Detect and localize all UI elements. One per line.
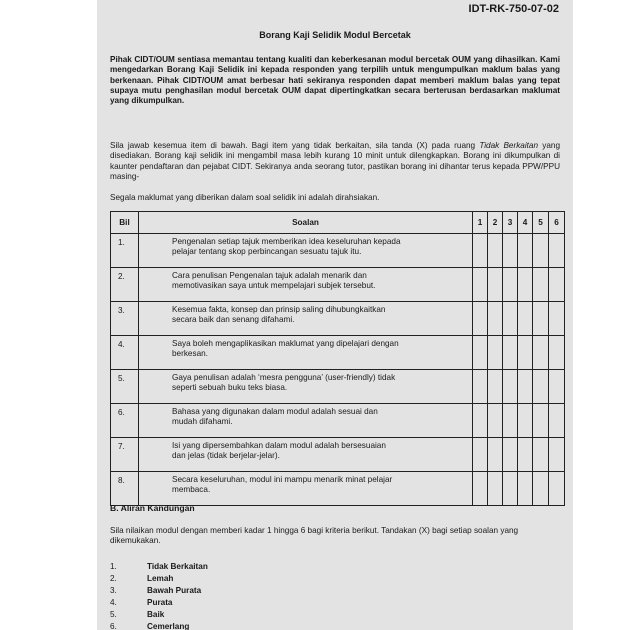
question-line-1: Kesemua fakta, konsep dan prinsip saling dihubungkaitkan xyxy=(172,305,386,314)
question-text xyxy=(139,268,473,302)
question-line-2: membaca. xyxy=(172,485,211,494)
question-text xyxy=(139,336,473,370)
section-b-heading: B. Aliran Kandungan xyxy=(110,503,195,513)
rating-cell-1[interactable] xyxy=(473,234,488,268)
instructions-text-italic: Tidak Berkaitan xyxy=(479,141,539,150)
header-scale-2: 2 xyxy=(488,212,503,234)
row-number: 6. xyxy=(111,404,139,438)
question-line-2: memotivasikan saya untuk mempelajari subjek tersebut. xyxy=(172,281,376,290)
header-soalan: Soalan xyxy=(139,212,473,234)
row-number: 1. xyxy=(111,234,139,268)
table-row xyxy=(111,438,565,472)
header-scale-1: 1 xyxy=(473,212,488,234)
row-number: 2. xyxy=(111,268,139,302)
scale-label: Baik xyxy=(147,610,165,619)
question-text xyxy=(139,404,473,438)
rating-cell-4[interactable] xyxy=(518,472,533,506)
row-number: 8. xyxy=(111,472,139,506)
scale-number: 3. xyxy=(110,586,117,595)
rating-cell-1[interactable] xyxy=(473,268,488,302)
scale-label: Cemerlang xyxy=(147,622,190,630)
table-row xyxy=(111,336,565,370)
rating-cell-2[interactable] xyxy=(488,302,503,336)
rating-cell-2[interactable] xyxy=(488,268,503,302)
rating-cell-1[interactable] xyxy=(473,336,488,370)
scale-item xyxy=(110,609,208,621)
question-line-2: pelajar tentang skop perbincangan sesuatu tajuk itu. xyxy=(172,247,362,256)
document-id: IDT-RK-750-07-02 xyxy=(468,3,559,15)
question-text xyxy=(139,302,473,336)
instructions-text-start: Sila jawab kesemua item di bawah. Bagi item yang tidak berkaitan, sila tanda (X) pada ruang xyxy=(110,141,480,150)
header-scale-6: 6 xyxy=(549,212,565,234)
table-body xyxy=(111,234,565,506)
row-number: 4. xyxy=(111,336,139,370)
rating-cell-1[interactable] xyxy=(473,404,488,438)
rating-cell-5[interactable] xyxy=(533,268,549,302)
rating-cell-4[interactable] xyxy=(518,438,533,472)
question-text xyxy=(139,234,473,268)
question-line-1: Saya boleh mengaplikasikan maklumat yang dipelajari dengan xyxy=(172,339,399,348)
question-line-1: Secara keseluruhan, modul ini mampu menarik minat pelajar xyxy=(172,475,393,484)
rating-cell-6[interactable] xyxy=(549,336,565,370)
row-number: 7. xyxy=(111,438,139,472)
table-row xyxy=(111,268,565,302)
rating-cell-5[interactable] xyxy=(533,234,549,268)
header-bil: Bil xyxy=(111,212,139,234)
question-line-2: dan jelas (tidak berjelar-jelar). xyxy=(172,451,280,460)
rating-cell-2[interactable] xyxy=(488,472,503,506)
rating-cell-1[interactable] xyxy=(473,472,488,506)
rating-cell-6[interactable] xyxy=(549,438,565,472)
table-row xyxy=(111,472,565,506)
rating-cell-5[interactable] xyxy=(533,472,549,506)
table-row xyxy=(111,404,565,438)
scale-number: 2. xyxy=(110,574,117,583)
header-scale-4: 4 xyxy=(518,212,533,234)
document-page xyxy=(97,0,573,630)
scale-item xyxy=(110,561,208,573)
scale-number: 6. xyxy=(110,622,117,630)
row-number: 3. xyxy=(111,302,139,336)
question-line-1: Bahasa yang digunakan dalam modul adalah sesuai dan xyxy=(172,407,378,416)
rating-cell-3[interactable] xyxy=(503,302,518,336)
question-text xyxy=(139,472,473,506)
rating-cell-4[interactable] xyxy=(518,234,533,268)
header-scale-5: 5 xyxy=(533,212,549,234)
rating-cell-5[interactable] xyxy=(533,336,549,370)
rating-cell-3[interactable] xyxy=(503,234,518,268)
rating-cell-5[interactable] xyxy=(533,404,549,438)
rating-cell-1[interactable] xyxy=(473,302,488,336)
rating-cell-6[interactable] xyxy=(549,472,565,506)
question-line-2: seperti sebuah buku teks biasa. xyxy=(172,383,288,392)
table-row xyxy=(111,302,565,336)
scale-number: 5. xyxy=(110,610,117,619)
rating-cell-4[interactable] xyxy=(518,404,533,438)
scale-number: 4. xyxy=(110,598,117,607)
scale-item xyxy=(110,621,208,630)
rating-cell-4[interactable] xyxy=(518,336,533,370)
rating-cell-3[interactable] xyxy=(503,370,518,404)
section-b-instruction: Sila nilaikan modul dengan memberi kadar 1 hingga 6 bagi kriteria berikut. Tandakan (X) bagi setiap soalan yang dikemukakan. xyxy=(110,526,519,546)
table-row xyxy=(111,234,565,268)
scale-item xyxy=(110,597,208,609)
header-scale-3: 3 xyxy=(503,212,518,234)
row-number: 5. xyxy=(111,370,139,404)
rating-cell-2[interactable] xyxy=(488,370,503,404)
scale-item xyxy=(110,585,208,597)
rating-cell-5[interactable] xyxy=(533,438,549,472)
rating-cell-2[interactable] xyxy=(488,234,503,268)
question-line-2: berkesan. xyxy=(172,349,208,358)
rating-cell-6[interactable] xyxy=(549,234,565,268)
rating-cell-1[interactable] xyxy=(473,370,488,404)
question-line-2: mudah difahami. xyxy=(172,417,233,426)
instructions-text-end: yang disediakan. Borang kaji selidik ini mengambil masa lebih kurang 10 minit untuk dilengkapkan. Borang ini dikumpulkan di kaunter pendaftaran dan pejabat CIDT. Sekiranya anda seorang tutor, pastikan borang ini dihantar terus kepada PPW/PPU masing- xyxy=(110,141,560,181)
question-line-1: Cara penulisan Pengenalan tajuk adalah menarik dan xyxy=(172,271,367,280)
rating-cell-3[interactable] xyxy=(503,472,518,506)
rating-cell-3[interactable] xyxy=(503,268,518,302)
scale-label: Bawah Purata xyxy=(147,586,202,595)
rating-scale-list xyxy=(110,561,208,630)
scale-label: Lemah xyxy=(147,574,174,583)
scale-label: Tidak Berkaitan xyxy=(147,562,208,571)
form-title: Borang Kaji Selidik Modul Bercetak xyxy=(259,30,411,40)
rating-cell-4[interactable] xyxy=(518,302,533,336)
question-line-1: Isi yang dipersembahkan dalam modul adalah bersesuaian xyxy=(172,441,386,450)
rating-cell-5[interactable] xyxy=(533,302,549,336)
table-row xyxy=(111,370,565,404)
rating-cell-1[interactable] xyxy=(473,438,488,472)
rating-cell-3[interactable] xyxy=(503,404,518,438)
rating-cell-5[interactable] xyxy=(533,370,549,404)
scale-item xyxy=(110,573,208,585)
confidentiality-note: Segala maklumat yang diberikan dalam soal selidik ini adalah dirahsiakan. xyxy=(110,193,380,202)
rating-cell-2[interactable] xyxy=(488,404,503,438)
question-text xyxy=(139,370,473,404)
rating-cell-6[interactable] xyxy=(549,370,565,404)
scale-label: Purata xyxy=(147,598,173,607)
rating-cell-6[interactable] xyxy=(549,302,565,336)
intro-paragraph: Pihak CIDT/OUM sentiasa memantau tentang kualiti dan keberkesanan modul bercetak OUM yang dihasilkan. Kami mengedarkan Borang Kaji Selidik ini kepada responden yang terpilih untuk mengumpulkan maklum balas yang berkenaan. Pihak CIDT/OUM amat berbesar hati sekiranya responden dapat memberi maklum balas yang tepat supaya mutu penghasilan modul bercetak OUM dapat dipertingkatkan secara berterusan berdasarkan maklumat yang dikumpulkan. xyxy=(110,55,560,106)
question-text xyxy=(139,438,473,472)
question-line-2: secara baik dan senang difahami. xyxy=(172,315,295,324)
rating-cell-2[interactable] xyxy=(488,336,503,370)
rating-cell-3[interactable] xyxy=(503,438,518,472)
rating-cell-6[interactable] xyxy=(549,404,565,438)
question-line-1: Gaya penulisan adalah ‘mesra pengguna’ (user-friendly) tidak xyxy=(172,373,396,382)
instructions-paragraph xyxy=(110,141,560,182)
scale-number: 1. xyxy=(110,562,117,571)
table-header-row xyxy=(111,212,565,234)
question-line-1: Pengenalan setiap tajuk memberikan idea keseluruhan kepada xyxy=(172,237,401,246)
rating-cell-6[interactable] xyxy=(549,268,565,302)
rating-cell-4[interactable] xyxy=(518,268,533,302)
rating-cell-2[interactable] xyxy=(488,438,503,472)
rating-cell-3[interactable] xyxy=(503,336,518,370)
survey-table xyxy=(110,211,565,506)
rating-cell-4[interactable] xyxy=(518,370,533,404)
